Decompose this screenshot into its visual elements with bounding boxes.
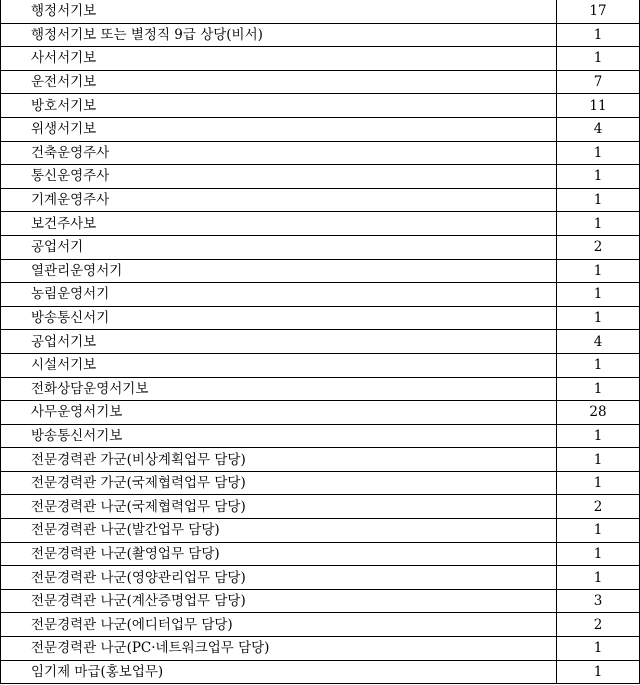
table-row — [1, 259, 640, 283]
position-name-cell: 위생서기보 — [1, 117, 557, 141]
position-count-cell: 1 — [557, 165, 640, 189]
position-count-cell: 4 — [557, 330, 640, 354]
position-count-cell: 1 — [557, 637, 640, 661]
position-name-cell: 사서서기보 — [1, 47, 557, 71]
position-count-cell: 1 — [557, 566, 640, 590]
position-count-cell: 28 — [557, 401, 640, 425]
position-count-cell: 1 — [557, 660, 640, 684]
position-count-cell: 1 — [557, 448, 640, 472]
position-count-cell: 1 — [557, 519, 640, 543]
position-count-cell: 17 — [557, 0, 640, 23]
position-name-cell: 전문경력관 나군(PC·네트워크업무 담당) — [1, 637, 557, 661]
table-row — [1, 23, 640, 47]
position-count-cell: 2 — [557, 613, 640, 637]
position-name-cell: 보건주사보 — [1, 212, 557, 236]
position-count-cell: 7 — [557, 70, 640, 94]
position-count-cell: 1 — [557, 542, 640, 566]
position-count-cell: 11 — [557, 94, 640, 118]
position-name-cell: 전문경력관 나군(영양관리업무 담당) — [1, 566, 557, 590]
position-name-cell: 전문경력관 나군(발간업무 담당) — [1, 519, 557, 543]
position-count-cell: 1 — [557, 353, 640, 377]
position-count-cell: 1 — [557, 259, 640, 283]
position-name-cell: 방송통신서기 — [1, 306, 557, 330]
position-count-cell: 2 — [557, 235, 640, 259]
position-name-cell: 운전서기보 — [1, 70, 557, 94]
position-count-cell: 1 — [557, 377, 640, 401]
position-count-cell: 1 — [557, 23, 640, 47]
table-row — [1, 141, 640, 165]
table-row — [1, 519, 640, 543]
position-count-cell: 1 — [557, 306, 640, 330]
table-row — [1, 353, 640, 377]
table-row — [1, 188, 640, 212]
table-row — [1, 613, 640, 637]
table-row — [1, 471, 640, 495]
table-row — [1, 330, 640, 354]
position-count-cell: 2 — [557, 495, 640, 519]
table-row — [1, 235, 640, 259]
table-row — [1, 212, 640, 236]
table-row — [1, 660, 640, 684]
table-row — [1, 542, 640, 566]
table-row — [1, 566, 640, 590]
position-name-cell: 기계운영주사 — [1, 188, 557, 212]
table-row — [1, 424, 640, 448]
table-row — [1, 495, 640, 519]
position-count-cell: 1 — [557, 141, 640, 165]
table-body — [1, 0, 640, 684]
table-row — [1, 589, 640, 613]
position-name-cell: 전문경력관 나군(촬영업무 담당) — [1, 542, 557, 566]
position-name-cell: 열관리운영서기 — [1, 259, 557, 283]
position-name-cell: 공업서기보 — [1, 330, 557, 354]
position-name-cell: 시설서기보 — [1, 353, 557, 377]
position-name-cell: 전문경력관 나군(계산증명업무 담당) — [1, 589, 557, 613]
table-row — [1, 306, 640, 330]
position-name-cell: 사무운영서기보 — [1, 401, 557, 425]
position-count-cell: 1 — [557, 47, 640, 71]
position-count-cell: 1 — [557, 188, 640, 212]
position-name-cell: 통신운영주사 — [1, 165, 557, 189]
position-name-cell: 전문경력관 나군(에디터업무 담당) — [1, 613, 557, 637]
position-name-cell: 공업서기 — [1, 235, 557, 259]
table-row — [1, 0, 640, 23]
position-name-cell: 행정서기보 — [1, 0, 557, 23]
position-count-cell: 4 — [557, 117, 640, 141]
position-count-cell: 1 — [557, 283, 640, 307]
position-name-cell: 방호서기보 — [1, 94, 557, 118]
table-row — [1, 448, 640, 472]
position-name-cell: 농림운영서기 — [1, 283, 557, 307]
position-count-cell: 3 — [557, 589, 640, 613]
position-count-cell: 1 — [557, 212, 640, 236]
table-row — [1, 94, 640, 118]
table-row — [1, 283, 640, 307]
position-name-cell: 행정서기보 또는 별정직 9급 상당(비서) — [1, 23, 557, 47]
table-row — [1, 401, 640, 425]
position-name-cell: 건축운영주사 — [1, 141, 557, 165]
position-count-cell: 1 — [557, 424, 640, 448]
position-name-cell: 전문경력관 가군(국제협력업무 담당) — [1, 471, 557, 495]
position-name-cell: 전화상담운영서기보 — [1, 377, 557, 401]
position-name-cell: 임기제 마급(홍보업무) — [1, 660, 557, 684]
table-row — [1, 70, 640, 94]
table-row — [1, 117, 640, 141]
position-name-cell: 방송통신서기보 — [1, 424, 557, 448]
table-row — [1, 165, 640, 189]
position-name-cell: 전문경력관 가군(비상계획업무 담당) — [1, 448, 557, 472]
table-row — [1, 637, 640, 661]
table-row — [1, 47, 640, 71]
position-count-cell: 1 — [557, 471, 640, 495]
position-name-cell: 전문경력관 나군(국제협력업무 담당) — [1, 495, 557, 519]
table-row — [1, 377, 640, 401]
